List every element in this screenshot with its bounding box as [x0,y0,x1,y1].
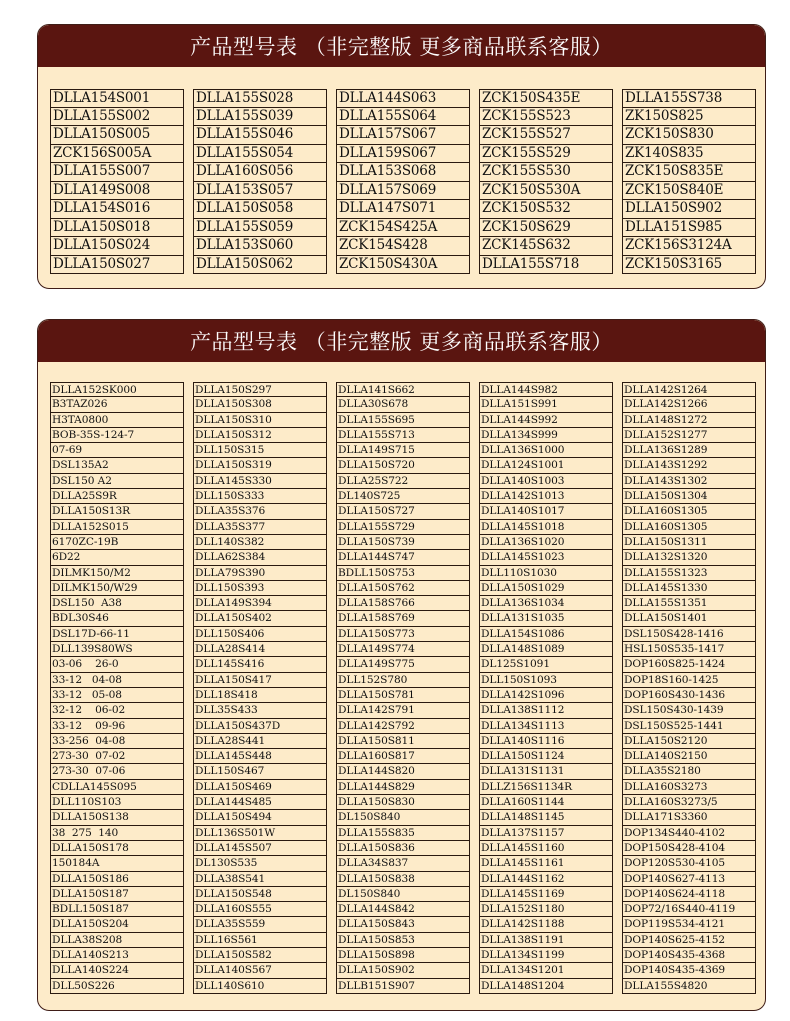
model-cell: DLL136S501W [193,826,327,841]
model-cell: 6170ZC-19B [50,535,184,550]
model-cell: DLLA155S059 [193,219,327,238]
model-cell: DLLA150S1311 [622,535,756,550]
model-cell: DL150S840 [336,887,470,902]
model-cell: CDLLA145S095 [50,780,184,795]
model-column [622,382,756,994]
model-cell: BDL30S46 [50,611,184,626]
model-cell: DLLA149S715 [336,443,470,458]
model-cell: DLLA149S394 [193,596,327,611]
model-cell: 273-30 07-02 [50,749,184,764]
model-cell: ZCK154S428 [336,237,470,256]
model-column [193,89,327,274]
model-cell: DOP160S825-1424 [622,657,756,672]
model-cell: DLLA155S046 [193,126,327,145]
model-cell: DLLZ156S1134R [479,780,613,795]
model-cell: DLLA150S853 [336,933,470,948]
model-cell: DLLA144S820 [336,764,470,779]
model-cell: DLLA157S069 [336,182,470,201]
model-cell: DLL50S226 [50,979,184,994]
model-cell: DLLA131S1131 [479,764,613,779]
model-cell: 33-12 05-08 [50,688,184,703]
model-cell: DLLA155S007 [50,163,184,182]
model-cell: DLLA145S330 [193,474,327,489]
model-cell: DLLA155S695 [336,413,470,428]
model-cell: DLL150S333 [193,489,327,504]
model-cell: DLLA150S417 [193,673,327,688]
panel-title: 产品型号表 （非完整版 更多商品联系客服） [38,320,765,362]
model-cell: DLLA155S835 [336,826,470,841]
model-cell: DLLA152S015 [50,520,184,535]
model-cell: DLLA35S376 [193,504,327,519]
model-cell: DLLA157S067 [336,126,470,145]
model-cell: DLLA25S9R [50,489,184,504]
model-cell: B3TAZ026 [50,397,184,412]
model-cell: DLLA155S028 [193,89,327,108]
model-cell: DSL150 A2 [50,474,184,489]
model-cell: DOP150S428-4104 [622,841,756,856]
model-cell: BOB-35S-124-7 [50,428,184,443]
model-cell: DLLA150S2120 [622,734,756,749]
model-cell: DLL18S418 [193,688,327,703]
model-cell: DLLA147S071 [336,200,470,219]
model-cell: DILMK150/M2 [50,566,184,581]
model-cell: DLLA138S1112 [479,703,613,718]
model-cell: DLLA134S1201 [479,963,613,978]
model-cell: DLLA150S312 [193,428,327,443]
model-cell: DSL150 A38 [50,596,184,611]
model-cell: DLLA140S1003 [479,474,613,489]
model-cell: DLLA62S384 [193,550,327,565]
model-cell: DOP119S534-4121 [622,917,756,932]
model-cell: DLL35S433 [193,703,327,718]
model-cell: DLLB151S907 [336,979,470,994]
model-cell: DSL150S525-1441 [622,719,756,734]
model-cell: DLLA143S1302 [622,474,756,489]
model-grid [50,382,765,994]
model-cell: DLLA155S064 [336,108,470,127]
model-cell: DLLA150S582 [193,948,327,963]
model-cell: DLLA144S485 [193,795,327,810]
model-cell: 32-12 06-02 [50,703,184,718]
model-cell: DLLA150S830 [336,795,470,810]
model-cell: 38 275 140 [50,826,184,841]
model-cell: DLLA154S1086 [479,627,613,642]
model-cell: DSL135A2 [50,458,184,473]
model-cell: DLLA79S390 [193,566,327,581]
model-cell: DLLA140S1116 [479,734,613,749]
model-cell: DLL140S610 [193,979,327,994]
model-cell: DLLA145S1330 [622,581,756,596]
model-cell: DLLA158S766 [336,596,470,611]
model-cell: DOP18S160-1425 [622,673,756,688]
model-cell: DLLA35S377 [193,520,327,535]
model-cell: DLLA144S842 [336,902,470,917]
model-cell: ZCK150S629 [479,219,613,238]
model-column [479,89,613,274]
model-cell: DLLA150S178 [50,841,184,856]
model-cell: DOP140S625-4152 [622,933,756,948]
model-cell: DLLA38S208 [50,933,184,948]
model-cell: DLLA150S898 [336,948,470,963]
model-cell: 33-12 09-96 [50,719,184,734]
model-cell: HSL150S535-1417 [622,642,756,657]
model-cell: DLLA150S727 [336,504,470,519]
model-cell: DLLA150S762 [336,581,470,596]
model-cell: DLL152S780 [336,673,470,688]
model-cell: DLLA149S775 [336,657,470,672]
model-cell: DLLA150S781 [336,688,470,703]
model-cell: DLLA160S1305 [622,504,756,519]
model-cell: DLLA160S3273/5 [622,795,756,810]
model-cell: DLLA150S720 [336,458,470,473]
model-cell: DLLA150S024 [50,237,184,256]
model-cell: DSL150S428-1416 [622,627,756,642]
model-cell: DLLA134S1113 [479,719,613,734]
model-cell: DLLA155S718 [479,256,613,275]
model-cell: DLL150S406 [193,627,327,642]
model-cell: DLLA150S186 [50,872,184,887]
model-cell: DLLA145S1169 [479,887,613,902]
model-cell: DLLA150S1124 [479,749,613,764]
model-cell: DLLA150S058 [193,200,327,219]
model-cell: DLLA140S224 [50,963,184,978]
model-cell: DLLA160S3273 [622,780,756,795]
model-cell: DLLA153S068 [336,163,470,182]
model-cell: DLLA148S1145 [479,810,613,825]
model-cell: DOP140S627-4113 [622,872,756,887]
model-cell: DLLA150S838 [336,872,470,887]
model-cell: DLLA160S056 [193,163,327,182]
model-cell: DLLA153S057 [193,182,327,201]
model-cell: DL130S535 [193,856,327,871]
model-cell: DLLA150S494 [193,810,327,825]
model-cell: DLLA132S1320 [622,550,756,565]
model-column [336,89,470,274]
model-cell: DLLA136S1020 [479,535,613,550]
model-cell: DLLA150S13R [50,504,184,519]
model-cell: DLLA150S297 [193,382,327,397]
model-cell: DLLA138S1191 [479,933,613,948]
model-cell: ZK150S825 [622,108,756,127]
model-cell: DLLA150S843 [336,917,470,932]
model-cell: ZCK155S523 [479,108,613,127]
model-cell: DLLA142S1096 [479,688,613,703]
model-cell: DLLA155S738 [622,89,756,108]
model-cell: DLLA149S774 [336,642,470,657]
model-cell: DLLA38S541 [193,872,327,887]
model-cell: ZCK150S830 [622,126,756,145]
model-cell: DLLA150S005 [50,126,184,145]
model-cell: DLLA153S060 [193,237,327,256]
model-cell: DLLA28S441 [193,734,327,749]
model-cell: DLLA155S002 [50,108,184,127]
model-cell: DL125S1091 [479,657,613,672]
model-cell: DLLA154S001 [50,89,184,108]
model-cell: DLLA155S054 [193,145,327,164]
model-cell: DL140S725 [336,489,470,504]
model-cell: DLLA150S437D [193,719,327,734]
model-cell: DLLA160S555 [193,902,327,917]
model-cell: DLLA143S1292 [622,458,756,473]
model-cell: DLLA150S308 [193,397,327,412]
model-column [193,382,327,994]
model-cell: DLLA144S063 [336,89,470,108]
model-cell: ZCK150S435E [479,89,613,108]
model-cell: DLLA141S662 [336,382,470,397]
model-cell: DLLA34S837 [336,856,470,871]
model-cell: ZCK154S425A [336,219,470,238]
model-cell: DLLA150S836 [336,841,470,856]
model-cell: DLLA150S739 [336,535,470,550]
model-cell: DLLA152SK000 [50,382,184,397]
model-cell: DLLA171S3360 [622,810,756,825]
model-table-panel-bottom [37,319,766,1011]
model-cell: DLLA144S982 [479,382,613,397]
model-cell: DLLA152S1180 [479,902,613,917]
model-cell: DOP134S440-4102 [622,826,756,841]
model-cell: DLLA155S1351 [622,596,756,611]
model-cell: DLLA140S2150 [622,749,756,764]
model-cell: DLLA35S2180 [622,764,756,779]
model-cell: DLLA35S559 [193,917,327,932]
panel-title: 产品型号表 （非完整版 更多商品联系客服） [38,25,765,67]
model-cell: DLLA150S062 [193,256,327,275]
model-cell: DLLA148S1272 [622,413,756,428]
model-cell: DLL150S393 [193,581,327,596]
model-cell: ZCK155S527 [479,126,613,145]
model-cell: DLL145S416 [193,657,327,672]
model-cell: ZK140S835 [622,145,756,164]
model-cell: DLLA28S414 [193,642,327,657]
model-cell: DLLA150S1401 [622,611,756,626]
model-cell: DOP160S430-1436 [622,688,756,703]
model-cell: DLLA150S811 [336,734,470,749]
model-cell: DLLA144S1162 [479,872,613,887]
model-cell: DLLA134S999 [479,428,613,443]
model-cell: DLLA159S067 [336,145,470,164]
model-cell: 03-06 26-0 [50,657,184,672]
model-cell: DLL139S80WS [50,642,184,657]
model-cell: DLLA142S1266 [622,397,756,412]
model-cell: DLLA136S1289 [622,443,756,458]
model-cell: DL150S840 [336,810,470,825]
model-cell: DLLA150S548 [193,887,327,902]
model-cell: DLLA148S1204 [479,979,613,994]
model-cell: DLLA155S1323 [622,566,756,581]
model-cell: 33-256 04-08 [50,734,184,749]
model-cell: DSL17D-66-11 [50,627,184,642]
model-cell: DLLA145S1023 [479,550,613,565]
model-cell: DLLA151S991 [479,397,613,412]
model-cell: DLLA150S138 [50,810,184,825]
model-cell: DLLA154S016 [50,200,184,219]
model-cell: DLLA124S1001 [479,458,613,473]
model-cell: DLLA144S992 [479,413,613,428]
model-cell: DLLA140S567 [193,963,327,978]
model-cell: DLLA150S1304 [622,489,756,504]
model-table-panel-top [37,24,766,289]
model-cell: ZCK150S3165 [622,256,756,275]
model-cell: DLLA145S1018 [479,520,613,535]
model-cell: DLL16S561 [193,933,327,948]
model-cell: DLLA142S1188 [479,917,613,932]
model-cell: DLLA158S769 [336,611,470,626]
model-column [50,89,184,274]
model-cell: ZCK150S840E [622,182,756,201]
model-cell: DLLA160S1305 [622,520,756,535]
model-cell: DLLA160S1144 [479,795,613,810]
model-cell: 33-12 04-08 [50,673,184,688]
model-cell: DLLA142S791 [336,703,470,718]
model-cell: DLLA134S1199 [479,948,613,963]
model-cell: DLLA155S4820 [622,979,756,994]
model-cell: ZCK145S632 [479,237,613,256]
model-cell: DLLA145S1161 [479,856,613,871]
model-cell: DLLA148S1089 [479,642,613,657]
model-cell: DLL140S382 [193,535,327,550]
model-cell: DLL110S103 [50,795,184,810]
model-cell: DLLA152S1277 [622,428,756,443]
model-column [336,382,470,994]
model-column [622,89,756,274]
model-cell: DLLA144S747 [336,550,470,565]
model-cell: DLLA150S187 [50,887,184,902]
model-cell: DLLA140S1017 [479,504,613,519]
model-cell: H3TA0800 [50,413,184,428]
model-cell: DLLA136S1000 [479,443,613,458]
model-cell: ZCK155S530 [479,163,613,182]
model-cell: DLLA149S008 [50,182,184,201]
model-cell: DLL150S467 [193,764,327,779]
model-cell: DLLA151S985 [622,219,756,238]
model-cell: DILMK150/W29 [50,581,184,596]
model-cell: DLLA145S507 [193,841,327,856]
model-cell: DLLA150S773 [336,627,470,642]
model-cell: DLLA136S1034 [479,596,613,611]
model-cell: DLLA155S039 [193,108,327,127]
model-cell: ZCK150S835E [622,163,756,182]
model-cell: 6D22 [50,550,184,565]
model-cell: DLLA145S1160 [479,841,613,856]
model-grid [50,89,765,274]
model-cell: DLLA150S1029 [479,581,613,596]
model-cell: DLLA150S204 [50,917,184,932]
model-cell: DLLA150S319 [193,458,327,473]
model-cell: DLL150S1093 [479,673,613,688]
model-cell: DLLA155S729 [336,520,470,535]
model-cell: DLLA142S792 [336,719,470,734]
model-cell: BDLL150S187 [50,902,184,917]
model-cell: ZCK156S005A [50,145,184,164]
model-cell: DOP140S435-4369 [622,963,756,978]
model-cell: DLLA25S722 [336,474,470,489]
model-cell: DLLA150S402 [193,611,327,626]
model-cell: DLLA150S902 [622,200,756,219]
model-cell: DLLA145S448 [193,749,327,764]
model-cell: DLLA142S1264 [622,382,756,397]
model-cell: DLLA150S310 [193,413,327,428]
model-cell: ZCK150S530A [479,182,613,201]
model-cell: DOP72/16S440-4119 [622,902,756,917]
model-cell: 150184A [50,856,184,871]
model-cell: DLLA144S829 [336,780,470,795]
model-cell: DLLA160S817 [336,749,470,764]
model-cell: ZCK156S3124A [622,237,756,256]
model-cell: DLLA137S1157 [479,826,613,841]
model-cell: DOP120S530-4105 [622,856,756,871]
model-cell: DLLA142S1013 [479,489,613,504]
model-cell: DLLA150S027 [50,256,184,275]
model-cell: 07-69 [50,443,184,458]
model-cell: DSL150S430-1439 [622,703,756,718]
model-cell: ZCK155S529 [479,145,613,164]
model-cell: ZCK150S430A [336,256,470,275]
model-cell: DLLA140S213 [50,948,184,963]
model-column [50,382,184,994]
model-cell: DLLA30S678 [336,397,470,412]
model-cell: DLLA150S469 [193,780,327,795]
model-cell: DLLA131S1035 [479,611,613,626]
model-cell: 273-30 07-06 [50,764,184,779]
model-cell: DLLA150S902 [336,963,470,978]
model-cell: ZCK150S532 [479,200,613,219]
model-cell: DLL110S1030 [479,566,613,581]
model-cell: DLLA150S018 [50,219,184,238]
model-cell: DOP140S435-4368 [622,948,756,963]
model-column [479,382,613,994]
model-cell: DLLA155S713 [336,428,470,443]
model-cell: BDLL150S753 [336,566,470,581]
model-cell: DLL150S315 [193,443,327,458]
model-cell: DOP140S624-4118 [622,887,756,902]
